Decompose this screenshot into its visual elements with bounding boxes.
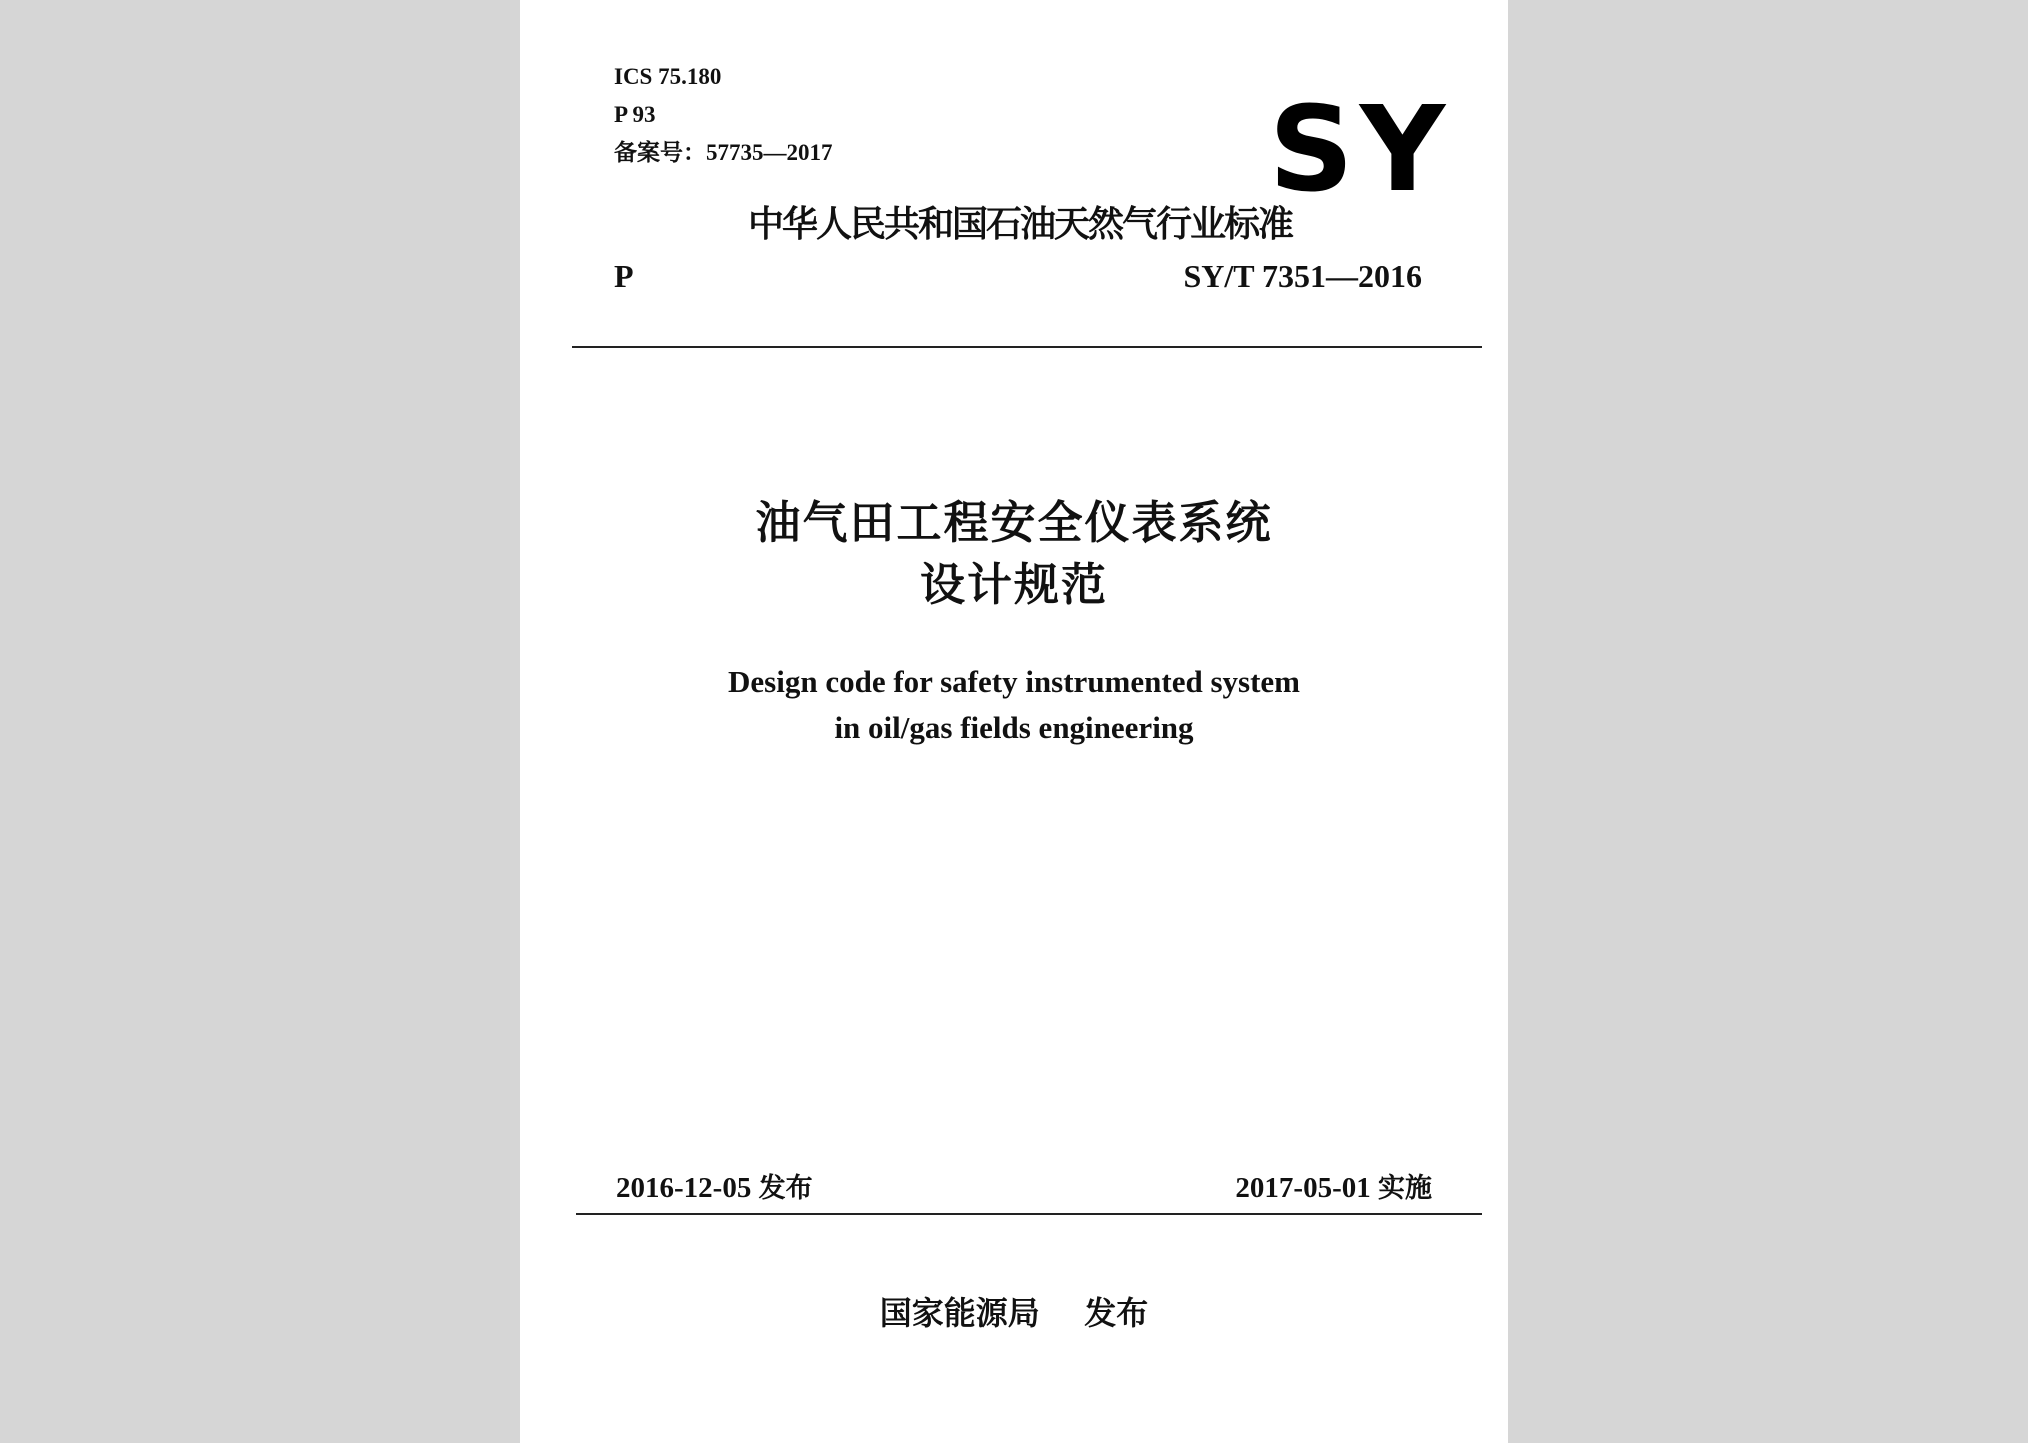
implementation-date: [1235, 1166, 1432, 1205]
sy-logo-text: SY: [1268, 82, 1452, 218]
title-chinese-line1: 油气田工程安全仪表系统: [755, 496, 1273, 549]
publisher-line: [520, 1288, 1508, 1334]
title-english-line2: in oil/gas fields engineering: [834, 710, 1194, 745]
issue-date-label: 发布: [758, 1173, 813, 1204]
document-page: [520, 0, 1508, 1443]
title-english-line1: Design code for safety instrumented system: [728, 664, 1300, 699]
title-chinese-line2: 设计规范: [919, 558, 1108, 611]
footer-divider: [576, 1213, 1482, 1215]
record-number: 备案号：57735—2017: [614, 140, 833, 165]
implementation-date-label: 实施: [1378, 1173, 1432, 1204]
issue-date: [616, 1166, 813, 1205]
implementation-date-value: 2017-05-01: [1235, 1172, 1371, 1204]
header-divider: [572, 346, 1482, 348]
classification-code: P 93: [614, 102, 656, 127]
industry-standard-title: 中华人民共和国石油天然气行业标准: [748, 204, 1293, 245]
ics-code: ICS 75.180: [614, 64, 722, 89]
document-metadata: [614, 58, 833, 172]
standard-category: P: [614, 258, 634, 294]
issue-date-value: 2016-12-05: [616, 1172, 752, 1204]
publisher-name: 国家能源局: [879, 1294, 1040, 1332]
publish-label: 发布: [1084, 1294, 1149, 1332]
standard-number: SY/T 7351—2016: [1183, 258, 1422, 294]
